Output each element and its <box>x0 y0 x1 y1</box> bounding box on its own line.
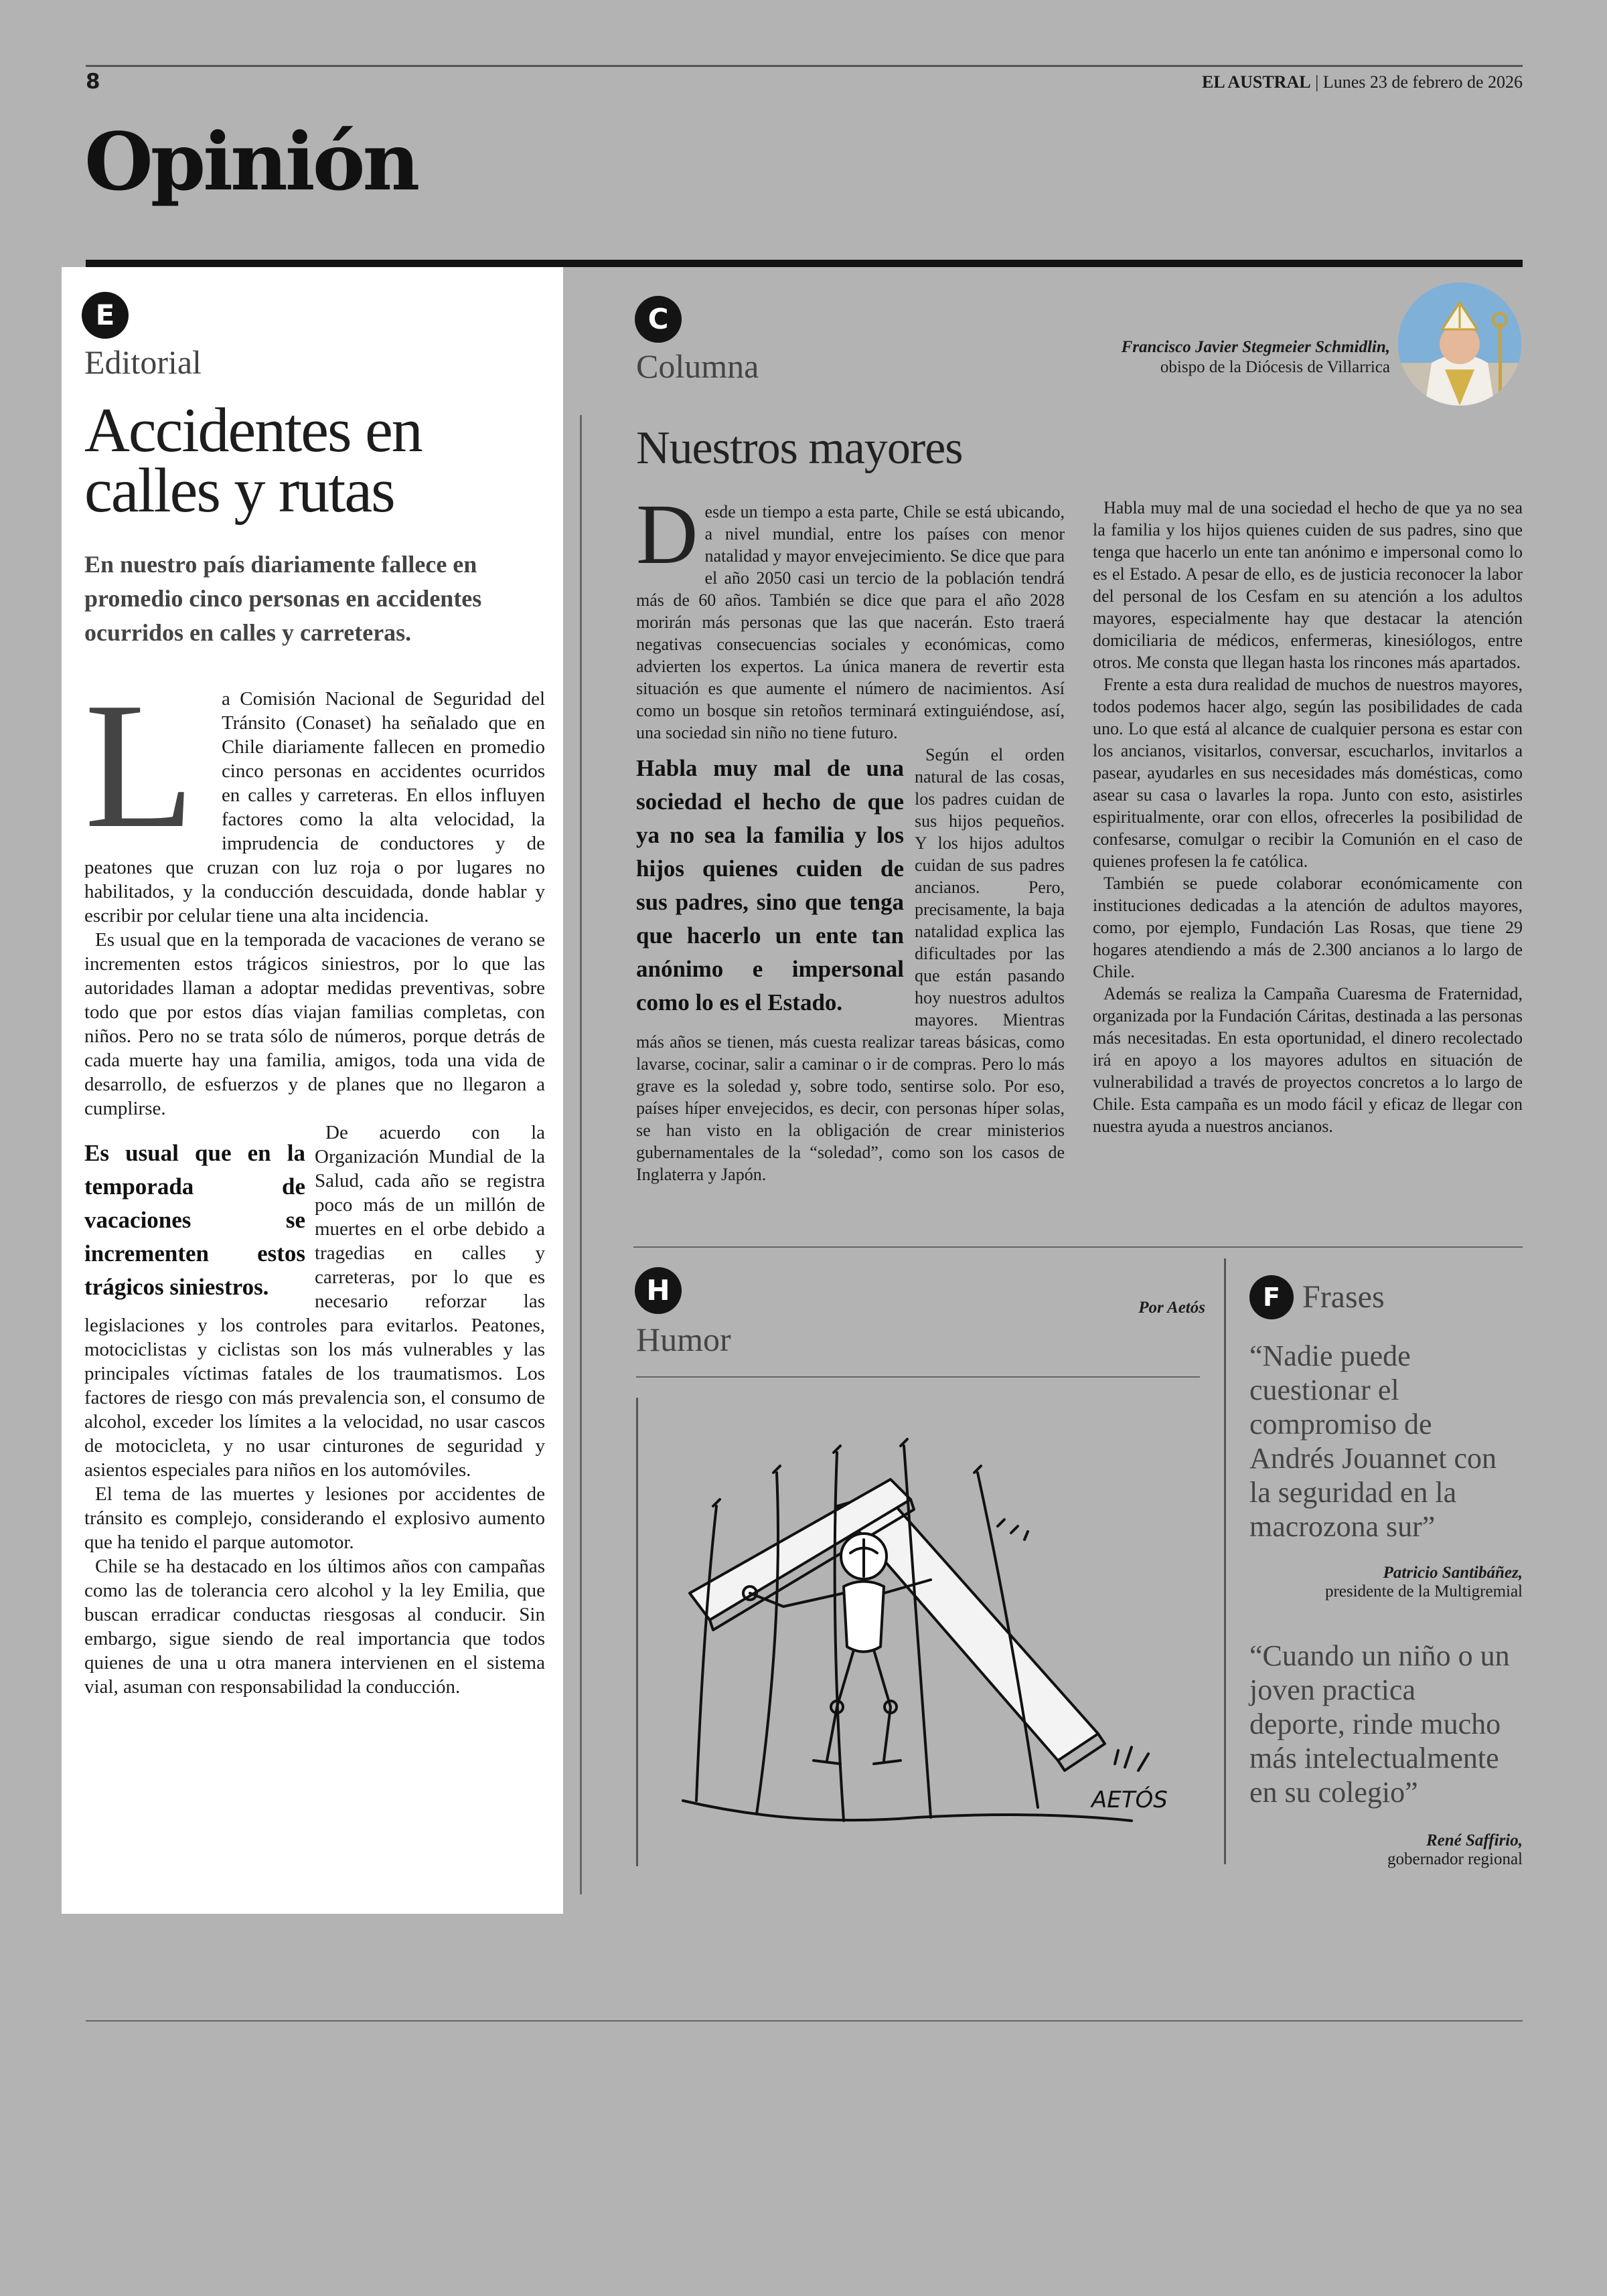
cartoon-signature: AETÓS <box>1091 1787 1168 1813</box>
column-pull-quote-text: Habla muy mal de una sociedad el hecho de que ya no sea la familia y los hijos quienes cuiden de sus padres, sino que tenga que hacerlo un ente tan anónimo e impersonal como lo es el Estado. <box>636 755 904 1015</box>
newspaper-name: EL AUSTRAL <box>1202 72 1311 92</box>
editorial-paragraph: Chile se ha destacado en los últimos años con campañas como las de tolerancia cero alcohol y la ley Emilia, que buscan erradicar conductas riesgosas al conducir. Sin embargo, sigue siendo de real importancia que todos quienes de una u otra manera intervienen en el sistema vial, asuman con responsabilidad la conducción. <box>84 1556 545 1698</box>
editorial-deck: En nuestro país diariamente fallece en promedio cinco personas en accidentes ocurridos en calles y carreteras. <box>84 551 482 646</box>
frases-quote-1: “Nadie puede cuestionar el compromiso de Andrés Jouannet con la seguridad en la macrozona sur” <box>1249 1339 1497 1543</box>
column-bottom-rule <box>633 1246 1523 1248</box>
frases-quote-1-name: Patricio Santibáñez, <box>1383 1564 1523 1582</box>
page-number: 8 <box>86 70 100 94</box>
author-portrait-image <box>1398 282 1521 406</box>
editorial-label: Editorial <box>84 343 202 381</box>
column-divider-vertical <box>580 415 582 1894</box>
column-body-left <box>636 487 1065 1185</box>
frases-quote-2: “Cuando un niño o un joven practica deporte, rinde mucho más intelectualmente en su colegio” <box>1249 1639 1510 1809</box>
column-author-role: obispo de la Diócesis de Villarrica <box>1160 358 1390 376</box>
frases-badge: F <box>1249 1275 1294 1319</box>
frases-attribution-1 <box>1249 1564 1523 1601</box>
frases-quote-1-role: presidente de la Multigremial <box>1324 1582 1523 1601</box>
column-author <box>921 338 1390 377</box>
cartoon <box>663 1426 1185 1841</box>
column-body-right <box>1093 497 1523 1137</box>
frases-quote-2-role: gobernador regional <box>1387 1850 1523 1868</box>
column-pull-quote <box>636 752 904 1019</box>
humor-byline: Por Aetós <box>1138 1299 1205 1317</box>
column-paragraph: Además se realiza la Campaña Cuaresma de Fraternidad, organizada por la Fundación Cáritas, destinada a las personas más necesitadas. En esta oportunidad, el dinero recolectado irá en apoyo a los mayores adultos en situación de vulnerabilidad a través de proyectos concretos a lo largo de Chile. Esta campaña es un modo fácil y eficaz de llegar con nuestra ayuda a nuestros ancianos. <box>1093 984 1523 1136</box>
issue-date: Lunes 23 de febrero de 2026 <box>1322 72 1523 92</box>
column-paragraph: También se puede colaborar económicamente con instituciones dedicadas a la atención de adultos mayores, como, por ejemplo, Fundación Las Rosas, que tiene 29 hogares atendiendo a más de 2.300 ancianos a lo largo de Chile. <box>1093 874 1523 981</box>
humor-label: Humor <box>636 1321 731 1358</box>
editorial-paragraph: Es usual que en la temporada de vacaciones de verano se incrementen estos trágicos siniestros, por lo que las autoridades llaman a adoptar medidas preventivas, sobre todo que por estos días viajan familias completas, con niños. Pero no se trata sólo de números, porque detrás de cada muerte hay una familia, amigos, toda una vida de desarrollo, de esfuerzos y de planes que no llegaron a cumplirse. <box>84 929 545 1119</box>
editorial-pull-quote-text: Es usual que en la temporada de vacaciones se incrementen estos trágicos siniestros. <box>84 1140 305 1300</box>
bottom-rule <box>86 2020 1523 2022</box>
cartoon-drawing <box>663 1426 1185 1841</box>
editorial-paragraph: El tema de las muertes y lesiones por accidentes de tránsito es complejo, considerando el explosivo aumento que ha tenido el parque automotor. <box>84 1483 545 1553</box>
section-rule <box>86 260 1523 267</box>
editorial-pull-quote <box>84 1137 305 1304</box>
column-headline: Nuestros mayores <box>636 422 963 474</box>
editorial-body <box>84 665 545 1699</box>
column-author-name: Francisco Javier Stegmeier Schmidlin, <box>1121 338 1390 356</box>
section-title: Opinión <box>84 115 418 208</box>
column-paragraph: Habla muy mal de una sociedad el hecho de que ya no sea la familia y los hijos quienes cuiden de sus padres, sino que tenga que hacerlo un ente tan anónimo e impersonal como lo es el Estado. A pesar de ello, es de justicia reconocer la labor del personal de los Cesfam en su atención a los adultos mayores, especialmente hay que destacar la atención domiciliaria de médicos, enfermeras, kinesiólogos, entre otros. Me consta que llegan hasta los rincones más apartados. <box>1093 498 1523 672</box>
top-rule <box>86 65 1523 67</box>
column-badge: C <box>635 296 682 343</box>
humor-cartoon-border-left <box>636 1398 638 1866</box>
humor-badge: H <box>635 1267 682 1314</box>
editorial-paragraph: a Comisión Nacional de Seguridad del Tránsito (Conaset) ha señalado que en Chile diariamente fallecen en promedio cinco personas en accidentes ocurridos en calles y carreteras. En ellos influyen factores como la alta velocidad, la imprudencia de conductores y de peatones que cruzan con luz roja o por lugares no habilitados, y la conducción descuidada, donde hablar y escribir por celular tiene una alta incidencia. <box>84 688 545 926</box>
frases-label: Frases <box>1302 1279 1385 1315</box>
humor-title-rule <box>636 1376 1200 1378</box>
editorial-headline: Accidentes en calles y rutas <box>84 396 422 525</box>
author-portrait <box>1398 282 1521 406</box>
editorial-dropcap: L <box>84 665 195 866</box>
column-paragraph: esde un tiempo a esta parte, Chile se está ubicando, a nivel mundial, entre los países con menor natalidad y mayor envejecimiento. Se dice que para el año 2050 casi un tercio de la población tendrá más de 60 años. También se dice que para el año 2028 morirán más personas que las que nacerán. Esto traerá negativas consecuencias sociales y económicas, como advierten los expertos. La única manera de revertir esta situación es que aumente el número de nacimientos. Así como un bosque sin retoños terminará extinguiéndose, así, una sociedad sin niño no tiene futuro. <box>636 502 1065 742</box>
editorial-badge: E <box>82 292 129 339</box>
masthead-date-line: EL AUSTRAL | Lunes 23 de febrero de 2026 <box>1202 72 1523 92</box>
column-dropcap: D <box>636 487 698 582</box>
editorial-paragraph: De acuerdo con la Organización Mundial de la Salud, cada año se registra poco más de un millón de muertes en el orbe debido a tragedias en calles y carreteras, por lo que es necesario reforzar las legislaciones y los controles para evitarlos. Peatones, motociclistas y ciclistas son los más vulnerables y las principales víctimas fatales de los traumatismos. Los factores de riesgo con más prevalencia son, el consumo de alcohol, exceder los límites a la velocidad, no usar cascos de motocicleta, y no usar cinturones de seguridad y asientos especiales para niños en los automóviles. <box>84 1122 545 1481</box>
frases-attribution-2 <box>1249 1831 1523 1869</box>
column-paragraph: Frente a esta dura realidad de muchos de nuestros mayores, todos podemos hacer algo, según las posibilidades de cada uno. Lo que está al alcance de cualquier persona es estar con los ancianos, visitarlos, conversar, escucharlos, invitarlos a pasear, ayudarles en sus necesidades más domésticas, como asear su casa o lavarles la ropa. Junto con esto, asistirles espiritualmente, orar con ellos, ofrecerles la posibilidad de confesarse, comulgar o recibir la Comunión en el caso de quienes profesen la fe católica. <box>1093 675 1523 871</box>
column-label: Columna <box>636 347 759 385</box>
frases-quote-2-name: René Saffirio, <box>1426 1831 1523 1850</box>
frases-divider-vertical <box>1224 1258 1226 1864</box>
column-paragraph: Según el orden natural de las cosas, los padres cuidan de sus hijos pequeños. Y los hijos adultos cuidan de sus padres ancianos. Pero, precisamente, la baja natalidad explica las dificultades por las que están pasando hoy nuestros adultos mayores. Mientras más años se tienen, más cuesta realizar tareas básicas, como lavarse, cocinar, salir a caminar o ir de compras. Pero lo más grave es la soledad y, sobre todo, sentirse solo. Por eso, países híper envejecidos, es decir, con personas híper solas, se han visto en la obligación de crear ministerios gubernamentales de la “soledad”, como son los casos de Inglaterra y Japón. <box>636 745 1065 1184</box>
